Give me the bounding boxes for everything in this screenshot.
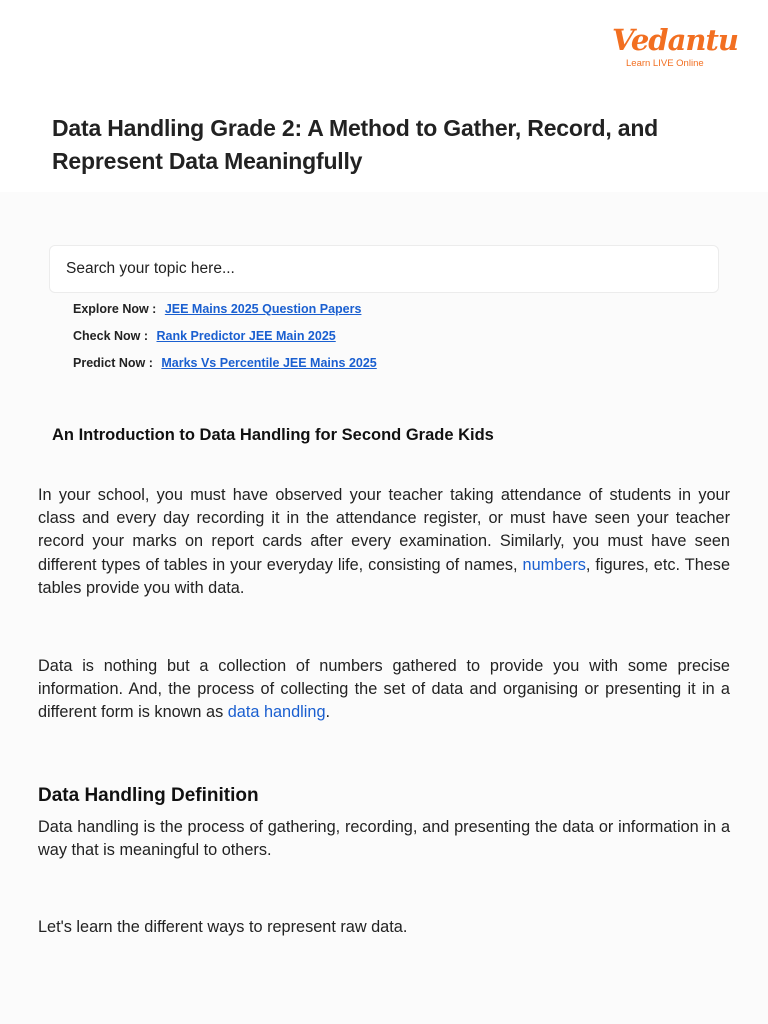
quick-link-prefix: Explore Now : xyxy=(73,302,157,316)
logo-wordmark: Vedantu xyxy=(612,23,738,57)
quick-link-marks-vs-percentile[interactable]: Marks Vs Percentile JEE Mains 2025 xyxy=(161,356,377,370)
intro-paragraph-2 xyxy=(38,655,730,725)
quick-links-list xyxy=(73,299,377,380)
quick-link-rank-predictor[interactable]: Rank Predictor JEE Main 2025 xyxy=(156,329,336,343)
quick-link-prefix: Predict Now : xyxy=(73,356,153,370)
search-input[interactable] xyxy=(66,260,702,278)
paragraph-text: Data is nothing but a collection of numbers gathered to provide you with some precise information. And, the process of collecting the set of data and organising or presenting it in a different form is known as xyxy=(38,657,730,722)
intro-paragraph-1 xyxy=(38,484,730,600)
definition-paragraph: Data handling is the process of gathering, recording, and presenting the data or information in a way that is meaningful to others. xyxy=(38,818,730,860)
quick-link-item xyxy=(73,299,377,326)
data-handling-link[interactable]: data handling xyxy=(227,703,326,722)
quick-link-item xyxy=(73,326,377,353)
followup-paragraph: Let's learn the different ways to represent raw data. xyxy=(38,918,408,936)
search-box[interactable] xyxy=(49,245,719,293)
definition-heading: Data Handling Definition xyxy=(38,785,259,806)
page-title: Data Handling Grade 2: A Method to Gather, Record, and Represent Data Meaningfully xyxy=(52,115,659,174)
intro-heading: An Introduction to Data Handling for Second Grade Kids xyxy=(52,426,494,444)
quick-link-jee-question-papers[interactable]: JEE Mains 2025 Question Papers xyxy=(164,302,362,316)
logo-tagline: Learn LIVE Online xyxy=(626,58,704,69)
paragraph-text: . xyxy=(325,703,331,722)
quick-link-item xyxy=(73,353,377,380)
quick-link-prefix: Check Now : xyxy=(73,329,149,343)
paragraph-text: In your school, you must have observed your teacher taking attendance of students in your class and every day recording it in the attendance register, or must have seen your teacher record your marks on report cards after every examination. Similarly, you must have seen different types of tables in your everyday life, consisting of names, xyxy=(38,486,730,574)
numbers-link[interactable]: numbers xyxy=(522,555,586,574)
vedantu-logo[interactable] xyxy=(612,22,738,72)
paragraph-text: , figures, etc. These tables provide you with data. xyxy=(38,555,731,597)
